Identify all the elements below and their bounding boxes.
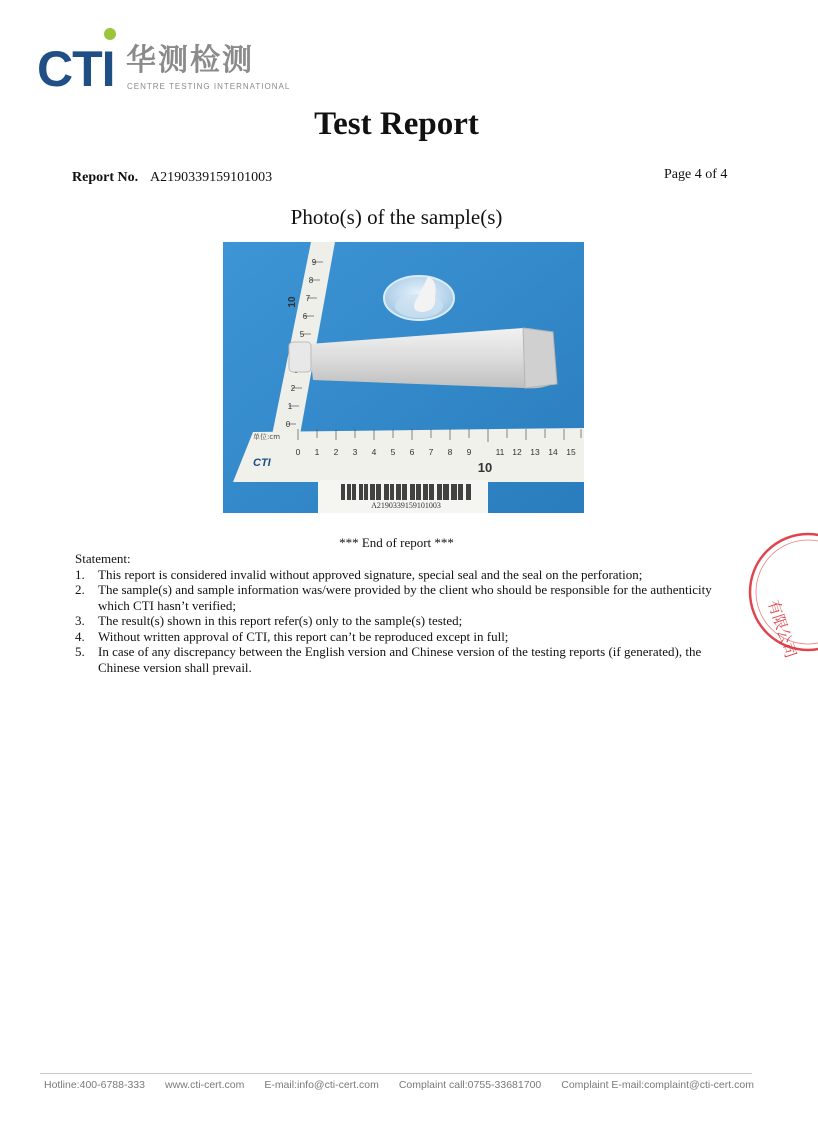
statement-item-number: 2. <box>75 582 85 597</box>
ruler-h-label: 1 <box>314 447 320 457</box>
ruler-v-label: 6 <box>302 312 308 321</box>
photo-heading: Photo(s) of the sample(s) <box>290 205 503 229</box>
statement-item <box>75 582 715 613</box>
page-title: Test Report <box>314 106 479 142</box>
statement-item-number: 3. <box>75 613 85 628</box>
report-number: A2190339159101003 <box>150 170 273 185</box>
ruler-v-label: 8 <box>308 276 314 285</box>
statement-item-text: This report is considered invalid without approved signature, special seal and the seal on the perforation; <box>98 566 643 582</box>
statement-item-text: The sample(s) and sample information was/were provided by the client who should be responsible for the authenticity which CTI hasn’t verified; <box>98 582 712 613</box>
footer <box>44 1079 754 1091</box>
company-seal-stamp <box>738 528 818 661</box>
logo-dot <box>104 28 116 40</box>
footer-divider <box>40 1073 752 1074</box>
ruler-unit: 单位:cm <box>253 433 281 441</box>
sample-photo <box>223 242 584 513</box>
ruler-h-label: 12 <box>512 447 522 457</box>
ruler-h-label: 3 <box>352 447 358 457</box>
statement-title: Statement: <box>75 551 131 566</box>
statement-item <box>75 629 715 645</box>
ruler-v-label: 10 <box>287 296 298 308</box>
statement-item-number: 1. <box>75 566 85 582</box>
statement-item-number: 4. <box>75 628 85 644</box>
statement-item <box>75 644 715 675</box>
statement-section <box>75 551 715 675</box>
logo-tagline: CENTRE TESTING INTERNATIONAL <box>127 82 291 91</box>
seal-text: 有限公司 <box>764 597 800 661</box>
ruler-v-label: 5 <box>299 330 305 339</box>
ruler-h-label: 8 <box>447 447 453 457</box>
footer-complaint-email: Complaint E-mail:complaint@cti-cert.com <box>561 1079 754 1091</box>
ruler-h-label: 10 <box>477 460 493 475</box>
page-number: Page 4 of 4 <box>664 167 728 182</box>
footer-complaint-call: Complaint call:0755-33681700 <box>398 1079 542 1091</box>
ruler-h-label: 5 <box>390 447 396 457</box>
footer-hotline: Hotline:400-6788-333 <box>44 1079 145 1091</box>
ruler-v-label: 2 <box>290 384 296 393</box>
ruler-h-label: 6 <box>409 447 415 457</box>
statement-item-text: Without written approval of CTI, this report can’t be reproduced except in full; <box>98 628 509 644</box>
ruler-h-label: 2 <box>333 447 339 457</box>
footer-website: www.cti-cert.com <box>164 1079 245 1091</box>
ruler-h-label: 7 <box>428 447 434 457</box>
ruler-h-label: 15 <box>566 447 576 457</box>
ruler-v-label: 7 <box>305 294 311 303</box>
statement-item-text: The result(s) shown in this report refer(s) only to the sample(s) tested; <box>98 613 463 628</box>
statement-item <box>75 613 715 629</box>
statement-item <box>75 567 715 583</box>
ruler-v-label: 0 <box>285 420 291 429</box>
ruler-h-label: 9 <box>466 447 472 457</box>
ruler-v-label: 9 <box>311 258 317 267</box>
footer-email: E-mail:info@cti-cert.com <box>264 1079 379 1091</box>
barcode <box>341 484 471 500</box>
ruler-h-label: 11 <box>495 447 505 457</box>
end-of-report: *** End of report *** <box>339 535 454 550</box>
logo-chinese-name: 华测检测 <box>126 43 254 78</box>
ruler-h-label: 0 <box>295 447 301 457</box>
company-logo: CTI <box>37 41 115 97</box>
barcode-text: A2190339159101003 <box>371 501 441 510</box>
ruler-brand: CTI <box>253 457 271 469</box>
ruler-h-label: 4 <box>371 447 377 457</box>
ruler-h-label: 13 <box>530 447 540 457</box>
report-number-label: Report No. <box>72 170 139 185</box>
ruler-v-label: 1 <box>287 402 293 411</box>
statement-item-text: In case of any discrepancy between the English version and Chinese version of the testing reports (if generated), the Chinese version shall prevail. <box>98 644 702 675</box>
ruler-h-label: 14 <box>548 447 558 457</box>
statement-item-number: 5. <box>75 644 85 659</box>
